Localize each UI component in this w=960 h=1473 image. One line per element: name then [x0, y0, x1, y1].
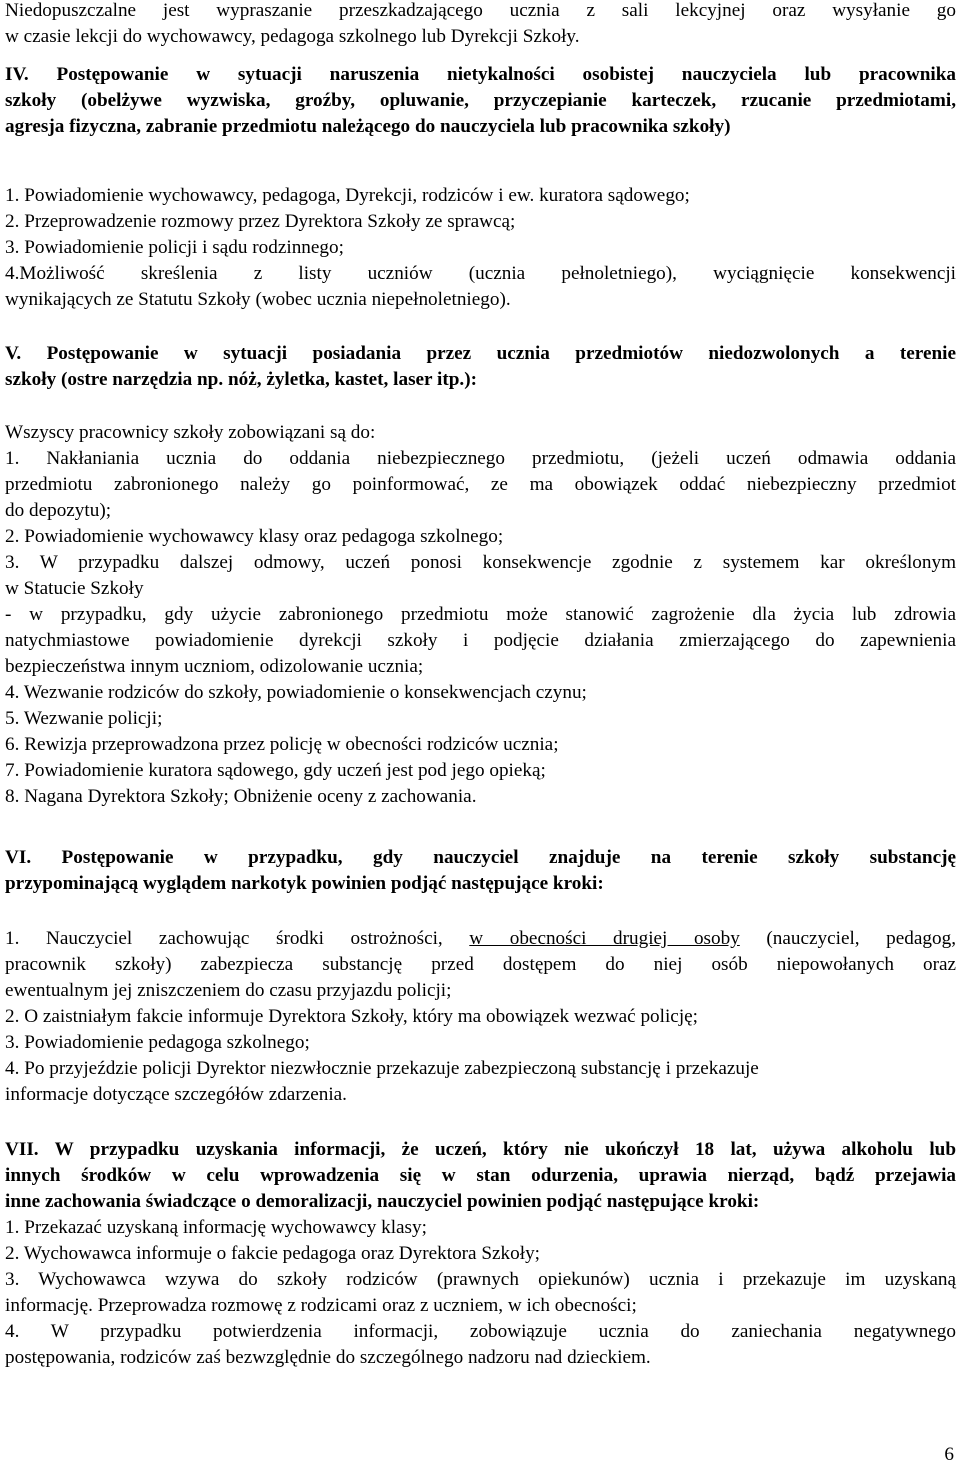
section-iv-list — [5, 183, 956, 313]
list-item: 2. Przeprowadzenie rozmowy przez Dyrektora Szkoły ze sprawcą; — [5, 211, 516, 232]
section-vii-heading-line-3: inne zachowania świadczące o demoralizacji, nauczyciel powinien podjąć następujące kroki: — [5, 1191, 760, 1212]
intro-line-2: w czasie lekcji do wychowawcy, pedagoga szkolnego lub Dyrekcji Szkoły. — [5, 26, 580, 47]
body-line: 1. Nakłaniania ucznia do oddania niebezpiecznego przedmiotu, (jeżeli uczeń odmawia oddania — [5, 448, 956, 469]
item-text: 1. Nauczyciel zachowując środki ostrożności, — [5, 928, 470, 949]
list-item: 1. Powiadomienie wychowawcy, pedagoga, Dyrekcji, rodziców i ew. kuratora sądowego; — [5, 185, 690, 206]
body-line: 7. Powiadomienie kuratora sądowego, gdy uczeń jest pod jego opieką; — [5, 760, 546, 781]
body-line: 4. W przypadku potwierdzenia informacji, zobowiązuje ucznia do zaniechania negatywnego — [5, 1321, 956, 1342]
intro-line-1: Niedopuszczalne jest wypraszanie przeszkadzającego ucznia z sali lekcyjnej oraz wysyłanie go — [5, 0, 956, 21]
body-line: 5. Wezwanie policji; — [5, 708, 163, 729]
section-iv-heading-line-3: agresja fizyczna, zabranie przedmiotu należącego do nauczyciela lub pracownika szkoły) — [5, 116, 731, 137]
section-vi-heading-line-1: VI. Postępowanie w przypadku, gdy nauczyciel znajduje na terenie szkoły substancję — [5, 847, 956, 868]
body-line: 4. Po przyjeździe policji Dyrektor niezwłocznie przekazuje zabezpieczoną substancję i przekazuje — [5, 1058, 759, 1079]
body-line: bezpieczeństwa innym uczniom, odizolowanie ucznia; — [5, 656, 424, 677]
section-v-lead: Wszyscy pracownicy szkoły zobowiązani są do: — [5, 422, 376, 443]
body-line: do depozytu); — [5, 500, 112, 521]
body-line: - w przypadku, gdy użycie zabronionego przedmiotu może stanowić zagrożenie dla życia lub zdrowia — [5, 604, 956, 625]
underlined-phrase: w obecności drugiej osoby — [469, 928, 740, 949]
body-line: 2. Wychowawca informuje o fakcie pedagoga oraz Dyrektora Szkoły; — [5, 1243, 541, 1264]
body-line: informacje dotyczące szczegółów zdarzenia. — [5, 1084, 347, 1105]
body-line — [5, 926, 956, 952]
section-vi — [5, 845, 956, 897]
body-line: 4. Wezwanie rodziców do szkoły, powiadomienie o konsekwencjach czynu; — [5, 682, 587, 703]
body-line: natychmiastowe powiadomienie dyrekcji szkoły i podjęcie działania zmierzającego do zapewnienia — [5, 630, 956, 651]
section-vii — [5, 1137, 956, 1371]
section-iv-heading-line-2: szkoły (obelżywe wyzwiska, groźby, opluwanie, przyczepianie karteczek, rzucanie przedmiotami, — [5, 90, 956, 111]
body-line: postępowania, rodziców zaś bezwzględnie do szczególnego nadzoru nad dzieckiem. — [5, 1347, 651, 1368]
section-v-heading-line-2: szkoły (ostre narzędzia np. nóż, żyletka, kastet, laser itp.): — [5, 369, 477, 390]
page-number: 6 — [944, 1444, 954, 1465]
section-v — [5, 341, 956, 393]
body-line: 3. Powiadomienie pedagoga szkolnego; — [5, 1032, 310, 1053]
list-item: wynikających ze Statutu Szkoły (wobec ucznia niepełnoletniego). — [5, 289, 511, 310]
item-text: (nauczyciel, pedagog, — [739, 928, 956, 949]
body-line: 8. Nagana Dyrektora Szkoły; Obniżenie oceny z zachowania. — [5, 786, 477, 807]
body-line: przedmiotu zabronionego należy go poinformować, ze ma obowiązek oddać niebezpieczny przedmiot — [5, 474, 956, 495]
section-v-heading-line-1: V. Postępowanie w sytuacji posiadania przez ucznia przedmiotów niedozwolonych a terenie — [5, 343, 956, 364]
section-iv-heading-line-1: IV. Postępowanie w sytuacji naruszenia nietykalności osobistej nauczyciela lub pracownika — [5, 64, 956, 85]
list-item: 4.Możliwość skreślenia z listy uczniów (ucznia pełnoletniego), wyciągnięcie konsekwencji — [5, 263, 956, 284]
body-line: 2. O zaistniałym fakcie informuje Dyrektora Szkoły, który ma obowiązek wezwać policję; — [5, 1006, 698, 1027]
body-line: 6. Rewizja przeprowadzona przez policję w obecności rodziców ucznia; — [5, 734, 559, 755]
section-iv — [5, 62, 956, 140]
section-vi-heading-line-2: przypominającą wyglądem narkotyk powinien podjąć następujące kroki: — [5, 873, 604, 894]
section-vii-heading-line-1: VII. W przypadku uzyskania informacji, że uczeń, który nie ukończył 18 lat, używa alkoholu lub — [5, 1139, 956, 1160]
body-line: 2. Powiadomienie wychowawcy klasy oraz pedagoga szkolnego; — [5, 526, 504, 547]
section-vi-body — [5, 926, 956, 1108]
body-line: 1. Przekazać uzyskaną informację wychowawcy klasy; — [5, 1217, 427, 1238]
body-line: ewentualnym jej zniszczeniem do czasu przyjazdu policji; — [5, 980, 452, 1001]
body-line: pracownik szkoły) zabezpiecza substancję przed dostępem do niej osób niepowołanych oraz — [5, 954, 956, 975]
intro-paragraph — [5, 0, 956, 50]
section-v-body — [5, 420, 956, 810]
body-line: 3. Wychowawca wzywa do szkoły rodziców (prawnych opiekunów) ucznia i przekazuje im uzyskaną — [5, 1269, 956, 1290]
body-line: w Statucie Szkoły — [5, 578, 144, 599]
body-line: informację. Przeprowadza rozmowę z rodzicami oraz z uczniem, w ich obecności; — [5, 1295, 637, 1316]
section-vii-heading-line-2: innych środków w celu wprowadzenia się w stan odurzenia, uprawia nierząd, bądź przejawia — [5, 1165, 956, 1186]
body-line: 3. W przypadku dalszej odmowy, uczeń ponosi konsekwencje zgodnie z systemem kar określonym — [5, 552, 956, 573]
list-item: 3. Powiadomienie policji i sądu rodzinnego; — [5, 237, 344, 258]
